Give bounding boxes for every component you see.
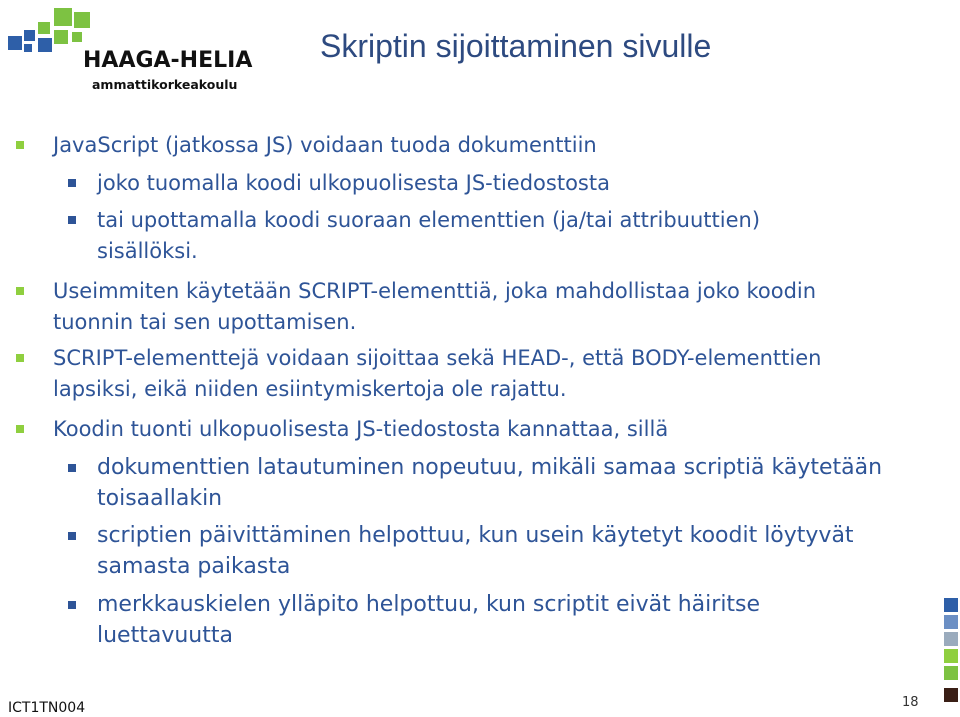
sub-bullet-faster-loading-line1: dokumenttien latautuminen nopeutuu, mikäli samaa scriptiä käytetään xyxy=(97,455,883,480)
page-number: 18 xyxy=(902,695,919,710)
bullet-level2 xyxy=(68,216,76,224)
sub-bullet-inline-code-line2: sisällöksi. xyxy=(97,239,198,263)
bullet-level1 xyxy=(16,425,24,433)
sub-bullet-markup-readability-line2: luettavuutta xyxy=(97,623,233,648)
bullet-level1 xyxy=(16,141,24,149)
sub-bullet-easier-updates-line2: samasta paikasta xyxy=(97,554,291,579)
bullet-level1 xyxy=(16,354,24,362)
bullet-text-script-element-line1: Useimmiten käytetään SCRIPT-elementtiä, joka mahdollistaa joko koodin xyxy=(53,279,817,303)
logo-wordmark: HAAGA-HELIA xyxy=(83,48,253,73)
sub-bullet-easier-updates-line1: scriptien päivittäminen helpottuu, kun usein käytetyt koodit löytyvät xyxy=(97,523,854,548)
course-code: ICT1TN004 xyxy=(8,700,86,716)
bullet-text-external-benefits: Koodin tuonti ulkopuolisesta JS-tiedostosta kannattaa, sillä xyxy=(53,417,669,441)
bullet-level2 xyxy=(68,179,76,187)
bullet-level2 xyxy=(68,601,76,609)
bullet-text-js-import: JavaScript (jatkossa JS) voidaan tuoda dokumenttiin xyxy=(53,133,597,157)
bullet-level2 xyxy=(68,464,76,472)
bullet-text-script-element-line2: tuonnin tai sen upottamisen. xyxy=(53,310,357,334)
sub-bullet-inline-code-line1: tai upottamalla koodi suoraan elementtien (ja/tai attribuuttien) xyxy=(97,208,761,232)
side-squares-decoration xyxy=(943,598,960,717)
slide-title: Skriptin sijoittaminen sivulle xyxy=(320,28,712,64)
sub-bullet-external-file: joko tuomalla koodi ulkopuolisesta JS-tiedostosta xyxy=(97,171,610,195)
logo-subtitle: ammattikorkeakoulu xyxy=(92,77,238,92)
bullet-level1 xyxy=(16,287,24,295)
bullet-text-placement-line1: SCRIPT-elementtejä voidaan sijoittaa sekä HEAD-, että BODY-elementtien xyxy=(53,346,822,370)
sub-bullet-faster-loading-line2: toisaallakin xyxy=(97,486,223,511)
sub-bullet-markup-readability-line1: merkkauskielen ylläpito helpottuu, kun scriptit eivät häiritse xyxy=(97,592,761,617)
bullet-level2 xyxy=(68,532,76,540)
bullet-text-placement-line2: lapsiksi, eikä niiden esiintymiskertoja ole rajattu. xyxy=(53,377,567,401)
